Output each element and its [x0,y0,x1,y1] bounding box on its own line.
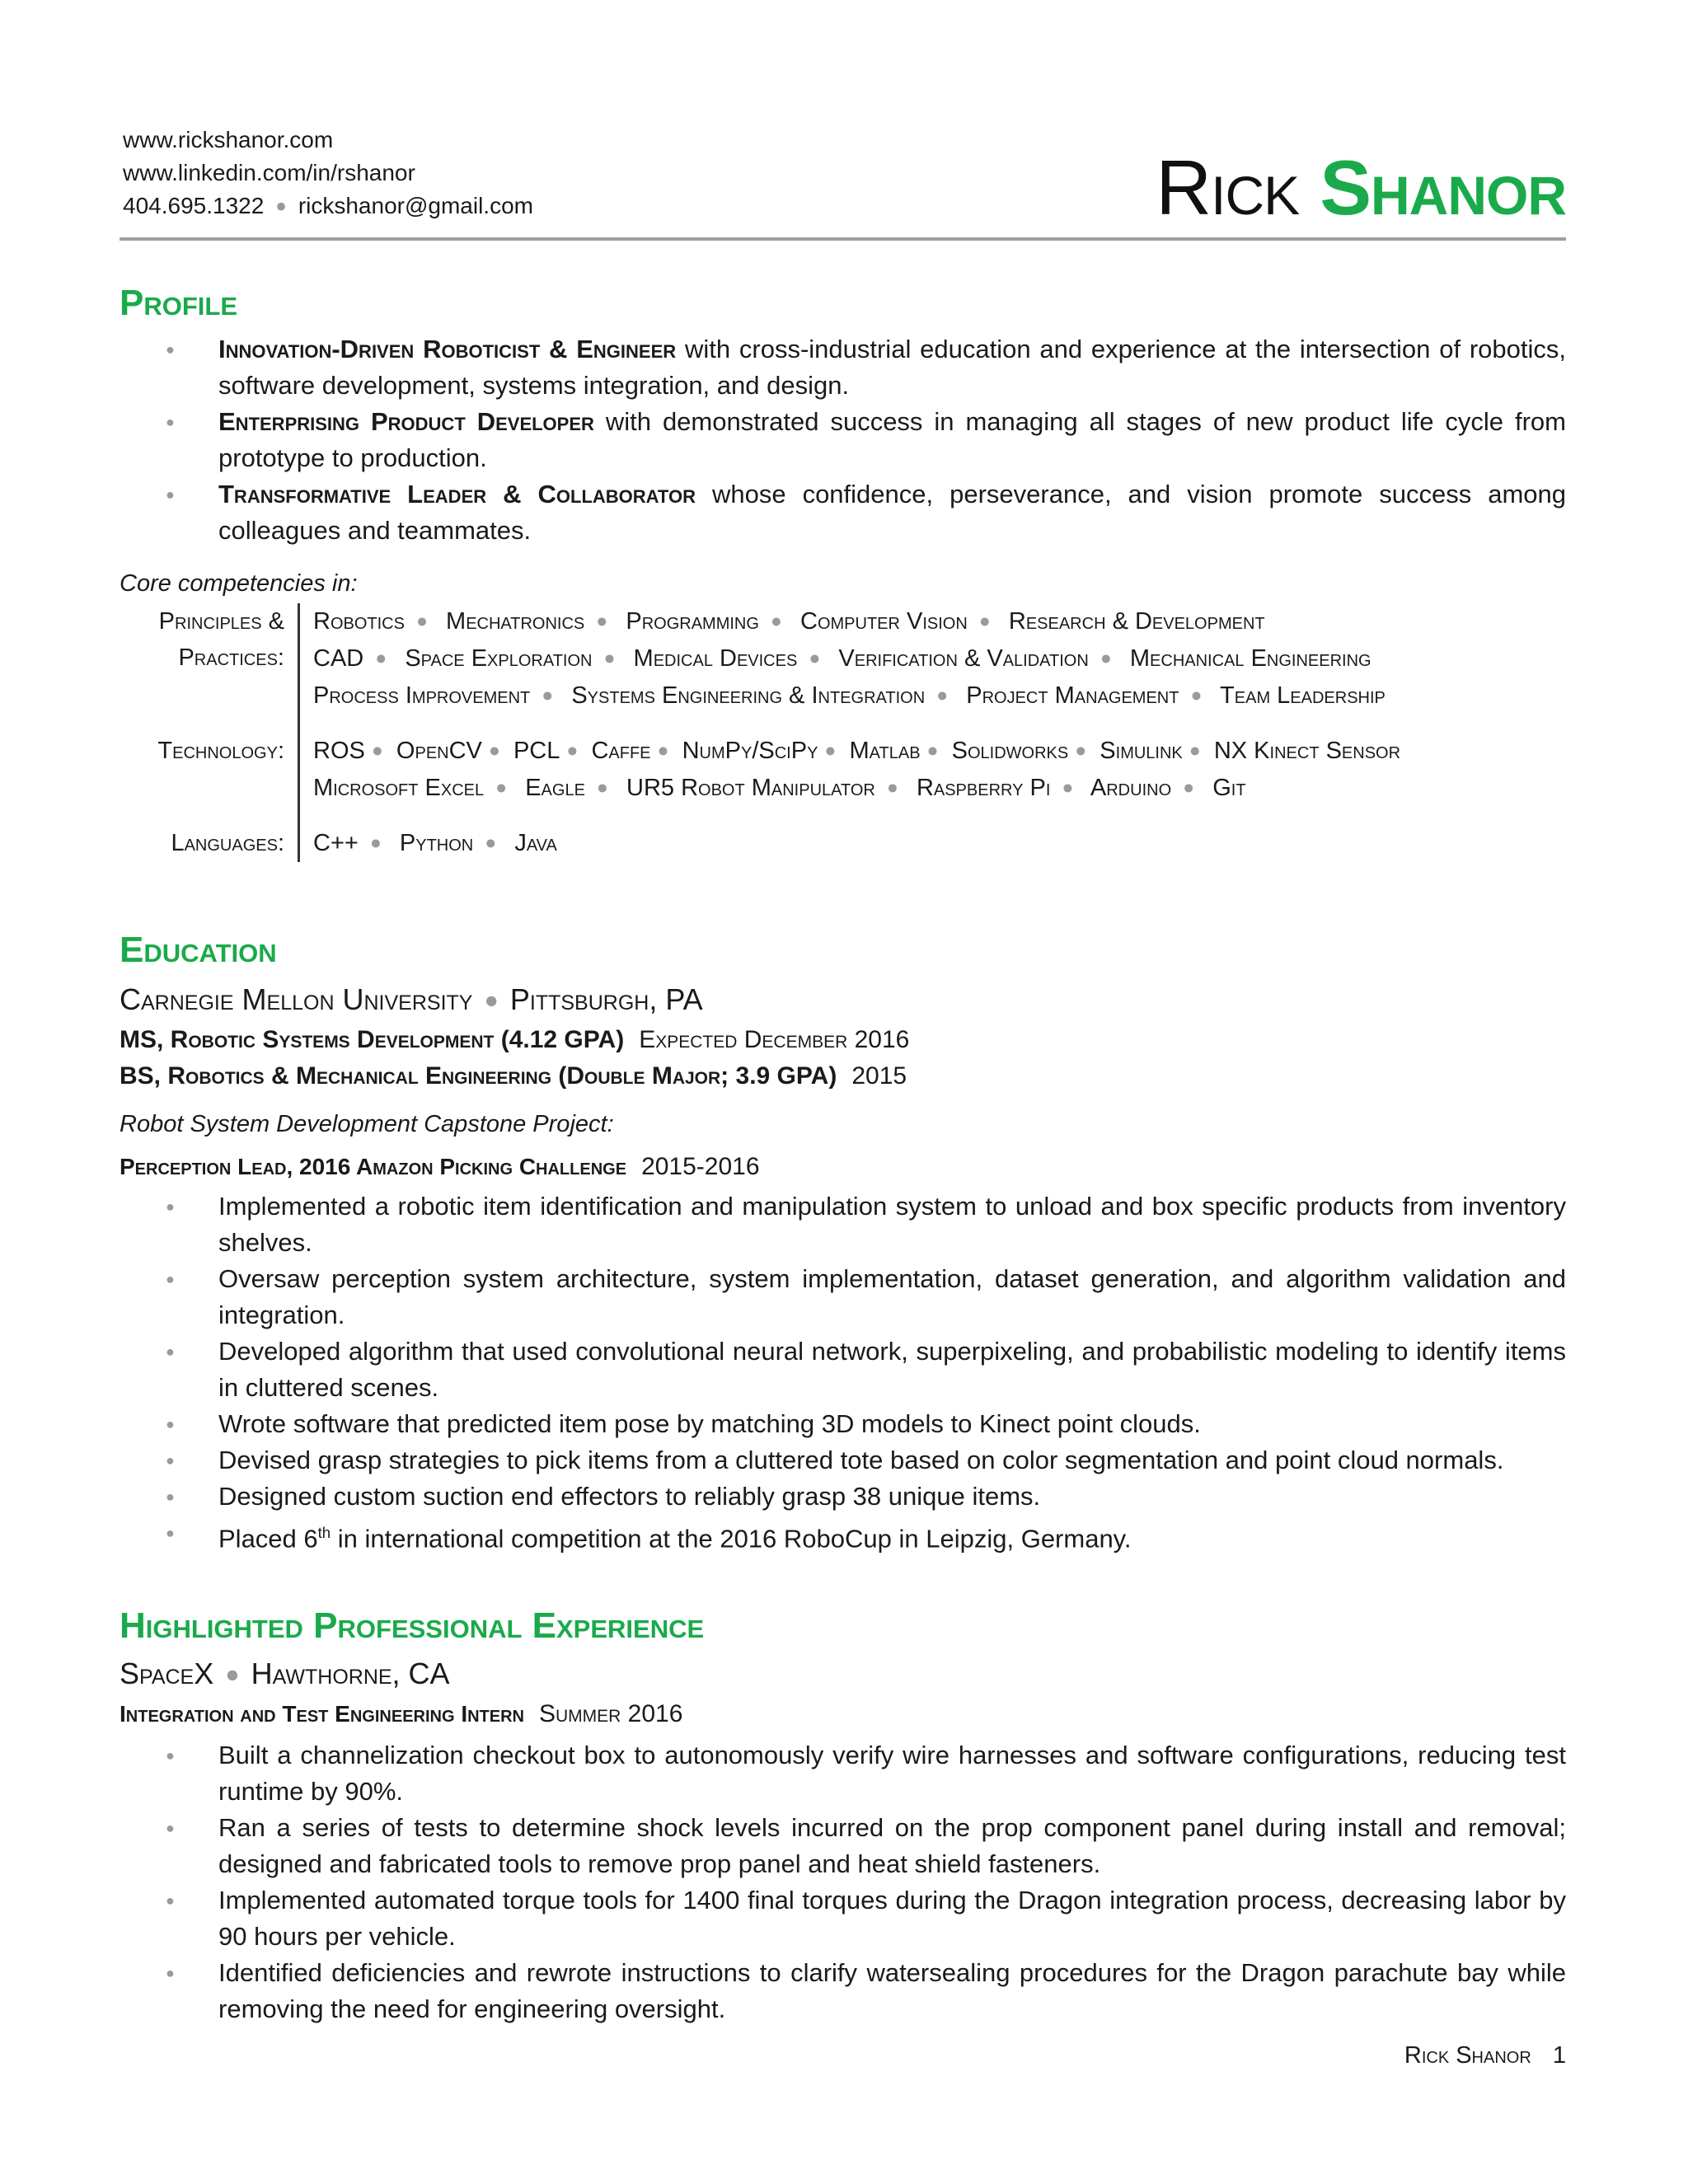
resume-page [120,124,1567,2023]
last-name: Shanor [1320,144,1566,231]
bullet-separator-icon: ● [824,739,837,761]
competency-label-spacer [120,769,284,805]
competency-label [120,825,300,862]
resume-header [120,124,1566,241]
bullet-separator-icon: ● [603,647,616,668]
competency-row-gap [120,807,1566,825]
competency-item: Research & Development [1008,608,1265,635]
experience-bullet: ● Implemented automated torque tools for 1400 final torques during the Dragon integration process, decreasing labor by 90 hours per vehicle. [120,1882,1566,1955]
competency-item: Eagle [525,775,585,801]
competency-item: PCL [513,738,560,764]
contact-block [123,124,533,224]
bullet-separator-icon: ● [1189,739,1201,761]
competency-label [120,603,300,715]
competency-item: Robotics [313,608,405,635]
competency-item: Computer Vision [800,608,968,635]
experience-bullet: ● Ran a series of tests to determine shock levels incurred on the prop component panel during install and removal; designed and fabricated tools to remove prop panel and heat shield fasteners. [120,1810,1566,1882]
competency-label [120,733,300,807]
competency-item: Python [399,830,474,856]
degree-ms [120,1022,1566,1058]
competency-item: OpenCV [396,738,482,764]
school-location: Pittsburgh, PA [509,982,703,1016]
profile-item [120,476,1566,549]
competency-item: Mechatronics [446,608,585,635]
profile-item-lead: Enterprising Product Developer [218,407,594,436]
capstone-bullet: ● Devised grasp strategies to pick items from a cluttered tote based on color segmentation and point cloud normals. [120,1442,1566,1479]
competency-line [313,677,1386,715]
competency-item: Raspberry Pi [916,775,1051,801]
bullet-separator-icon: ● [770,610,782,631]
bullet-separator-icon: ● [1075,739,1087,761]
bullet-separator-icon: ● [657,739,669,761]
competency-item: Programming [626,608,759,635]
capstone-label: Robot System Development Capstone Project: [120,1111,614,1137]
bullet-separator-icon: ● [809,647,821,668]
education-heading: Education [120,930,277,970]
competency-item: CAD [313,645,364,672]
competency-line [313,825,557,862]
experience-section [120,1603,1566,2027]
competency-item: Project Management [966,682,1179,709]
competency-item: Microsoft Excel [313,775,485,801]
candidate-name [1156,144,1566,231]
company-location: Hawthorne, CA [251,1657,450,1690]
capstone-bullet: ● Developed algorithm that used convolutional neural network, superpixeling, and probabilistic modeling to identify items in cluttered scenes. [120,1333,1566,1406]
first-name: Rick [1156,144,1300,231]
competency-row-principles [120,603,1566,715]
profile-heading: Profile [120,283,238,323]
bullet-text: Placed 6 [218,1524,318,1554]
footer-name: Rick Shanor [1404,2042,1531,2069]
competencies-table [120,603,1566,862]
experience-heading: Highlighted Professional Experience [120,1605,705,1646]
competency-item: Git [1212,775,1246,801]
competency-item: Space Exploration [405,645,593,672]
bullet-separator-icon: ● [1190,684,1203,705]
competency-label-spacer [120,715,300,733]
competency-row-gap [120,715,1566,733]
capstone-bullet: ● Designed custom suction end effectors to reliably grasp 38 unique items. [120,1479,1566,1515]
job-role: Integration and Test Engineering Intern [120,1701,524,1727]
bullet-separator-icon: ● [225,1661,240,1688]
bullet-separator-icon: ● [1183,776,1195,798]
profile-section [120,280,1566,862]
competency-line [313,603,1386,640]
bullet-separator-icon: ● [1062,776,1074,798]
competency-item: Caffe [591,738,651,764]
capstone-dates: 2015-2016 [641,1153,760,1180]
bullet-separator-icon: ● [485,832,497,853]
bullet-separator-icon: ● [375,647,387,668]
degree-date: Expected December 2016 [639,1026,910,1053]
bullet-separator-icon: ● [495,776,508,798]
competency-item: C++ [313,830,359,856]
profile-item [120,404,1566,476]
capstone-bullet: ● Implemented a robotic item identification and manipulation system to unload and box specific products from inventory shelves. [120,1188,1566,1261]
competencies-intro: Core competencies in: [120,570,358,597]
email-link[interactable]: rickshanor@gmail.com [298,193,533,218]
profile-item-text: whose confidence, perseverance, and vision promote success among colleagues and teammates. [218,480,1567,545]
competency-values [300,825,557,862]
competency-item: Simulink [1100,738,1183,764]
job-role-line [120,1696,1566,1732]
competency-row-languages [120,825,1566,862]
bullet-separator-icon: ● [926,739,939,761]
competency-values [300,603,1386,715]
experience-bullet: ● Identified deficiencies and rewrote instructions to clarify watersealing procedures for the Dragon parachute bay while removing the need for engineering oversight. [120,1955,1566,2027]
competency-label-line: Principles & [158,608,284,635]
page-number: 1 [1552,2042,1566,2069]
education-section [120,927,1566,1557]
competency-item: Process Improvement [313,682,531,709]
capstone-bullet [120,1515,1566,1557]
capstone-bullets [120,1188,1566,1557]
bullet-separator-icon: ● [484,987,499,1014]
competency-label-line: Technology: [157,738,284,764]
experience-bullets [120,1737,1566,2027]
bullet-separator-icon: ● [978,610,991,631]
profile-list [120,331,1566,549]
profile-item-lead: Innovation-Driven Roboticist & Engineer [218,335,677,363]
bullet-separator-icon: ● [369,832,382,853]
competency-label-spacer [120,807,300,825]
school-line [120,980,1566,1022]
competency-item: Verification & Validation [838,645,1089,672]
bullet-separator-icon: ● [371,739,383,761]
bullet-separator-icon: ● [275,195,287,216]
school-name: Carnegie Mellon University [120,982,473,1016]
bullet-superscript: th [317,1524,331,1541]
company-line [120,1654,1566,1696]
competency-label-spacer [120,676,284,712]
competency-row-technology [120,733,1566,807]
competency-item: Matlab [849,738,921,764]
degree-title: BS, Robotics & Mechanical Engineering (Double Major; 3.9 GPA) [120,1062,837,1090]
degree-bs [120,1058,1566,1094]
competency-item: Medical Devices [633,645,798,672]
competency-line [313,733,1400,770]
profile-item-text: with demonstrated success in managing all stages of new product life cycle from prototype to production. [218,407,1566,472]
competency-line [313,770,1400,807]
competency-item: NX Kinect Sensor [1213,738,1401,764]
company-name: SpaceX [120,1657,214,1690]
competency-line [313,640,1386,677]
phone-number: 404.695.1322 [123,193,265,218]
competency-item: Mechanical Engineering [1129,645,1372,672]
job-dates: Summer 2016 [538,1700,683,1727]
capstone-role: Perception Lead, 2016 Amazon Picking Challenge [120,1154,627,1179]
profile-item-lead: Transformative Leader & Collaborator [218,480,696,509]
competency-item: Systems Engineering & Integration [571,682,926,709]
website-link[interactable]: www.rickshanor.com [123,127,334,152]
competency-item: UR5 Robot Manipulator [626,775,875,801]
competency-item: Solidworks [951,738,1069,764]
degree-title: MS, Robotic Systems Development (4.12 GPA) [120,1026,625,1053]
competency-item: Team Leadership [1220,682,1386,709]
bullet-separator-icon: ● [488,739,500,761]
bullet-separator-icon: ● [542,684,554,705]
bullet-separator-icon: ● [1100,647,1112,668]
bullet-separator-icon: ● [596,610,608,631]
page-footer [1404,2042,1566,2069]
competency-values [300,733,1400,807]
experience-bullet: ● Built a channelization checkout box to autonomously verify wire harnesses and software configurations, reducing test runtime by 90%. [120,1737,1566,1810]
degree-date: 2015 [851,1062,907,1090]
bullet-separator-icon: ● [596,776,608,798]
bullet-text: in international competition at the 2016 RoboCup in Leipzig, Germany. [331,1524,1132,1554]
competency-item: Arduino [1090,775,1172,801]
competency-label-line: Practices: [178,644,284,671]
capstone-bullet: ● Wrote software that predicted item pose by matching 3D models to Kinect point clouds. [120,1406,1566,1442]
bullet-separator-icon: ● [886,776,898,798]
linkedin-link[interactable]: www.linkedin.com/in/rshanor [123,160,415,185]
competency-item: Java [514,830,557,856]
capstone-role-line [120,1149,1566,1185]
bullet-separator-icon: ● [936,684,949,705]
competency-item: NumPy/SciPy [682,738,818,764]
competency-item: ROS [313,738,365,764]
profile-item-text: with cross-industrial education and experience at the intersection of robotics, software development, systems integration, and design. [218,335,1567,400]
phone-email-line [123,190,533,224]
profile-item [120,331,1566,404]
competency-label-line: Languages: [171,830,284,856]
bullet-separator-icon: ● [566,739,579,761]
capstone-bullet: ● Oversaw perception system architecture, system implementation, dataset generation, and algorithm validation and integration. [120,1261,1566,1333]
bullet-separator-icon: ● [415,610,428,631]
